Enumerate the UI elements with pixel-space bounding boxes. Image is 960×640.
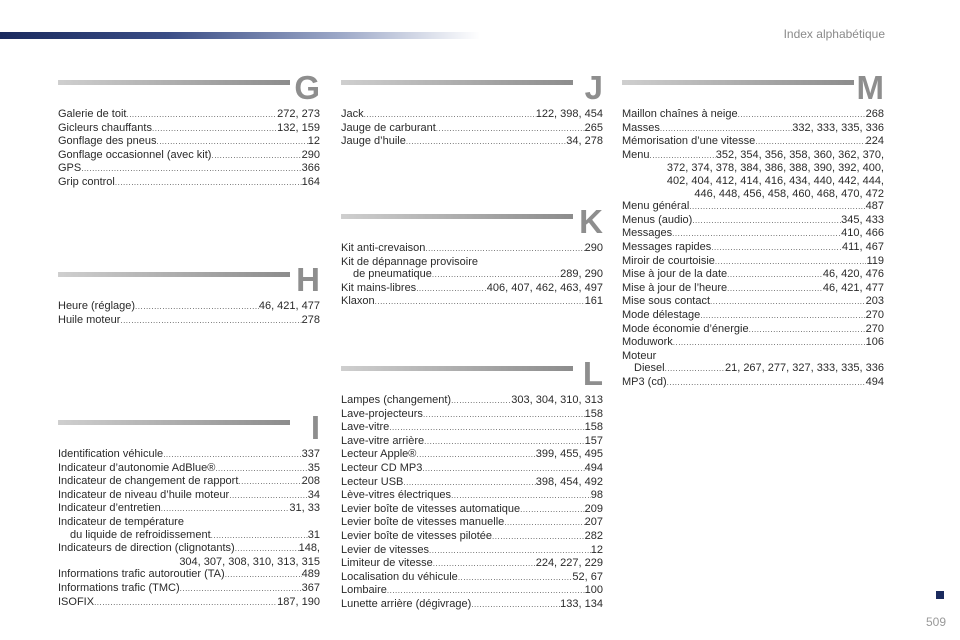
- entry-pages: 46, 420, 476: [822, 268, 884, 281]
- index-entry: [341, 544, 603, 558]
- dot-leader: [710, 296, 866, 309]
- entry-list: [341, 242, 603, 309]
- entry-term: Huile moteur: [58, 313, 121, 326]
- entry-pages: 489: [301, 568, 320, 581]
- entry-term: Messages: [622, 227, 673, 240]
- entry-term: Menu: [622, 148, 650, 161]
- entry-term: Gonflage occasionnel (avec kit): [58, 148, 212, 161]
- entry-term: MP3 (cd): [622, 375, 667, 388]
- dot-leader: [458, 572, 573, 585]
- entry-pages: 187, 190: [277, 595, 320, 608]
- entry-pages-continued: 372, 374, 378, 384, 386, 388, 390, 392, 400,: [666, 162, 884, 175]
- dot-leader: [180, 583, 302, 596]
- corner-marker: [936, 591, 944, 599]
- entry-term: Mode économie d’énergie: [622, 322, 749, 335]
- entry-term: Localisation du véhicule: [341, 570, 458, 583]
- index-entry: [341, 476, 603, 490]
- entry-term: Levier boîte de vitesses manuelle: [341, 516, 505, 529]
- entry-pages: 366: [301, 162, 320, 175]
- entry-term: Lecteur USB: [341, 475, 404, 488]
- entry-pages: 494: [584, 461, 603, 474]
- entry-pages: 158: [584, 421, 603, 434]
- entry-term: Moduwork: [622, 336, 673, 349]
- page-number: 509: [925, 615, 946, 629]
- entry-pages: 148,: [298, 542, 320, 555]
- dot-leader: [126, 109, 277, 122]
- entry-term: Lave-vitre arrière: [341, 434, 425, 447]
- entry-pages: 303, 304, 310, 313: [511, 394, 603, 406]
- entry-term: Mémorisation d’une vitesse: [622, 135, 756, 148]
- index-entry: [58, 502, 320, 516]
- index-entry: [341, 571, 603, 585]
- entry-term: Informations trafic autoroutier (TA): [58, 568, 225, 581]
- entry-pages: 98: [590, 489, 603, 502]
- entry-list: [341, 394, 603, 612]
- section-header: [341, 356, 603, 392]
- index-entry: [341, 503, 603, 517]
- index-entry: [622, 135, 884, 149]
- index-entry: [341, 282, 603, 296]
- section-header: [58, 410, 320, 446]
- entry-pages: 278: [301, 313, 320, 326]
- section-letter: H: [296, 261, 320, 298]
- entry-pages: 122, 398, 454: [535, 108, 603, 120]
- entry-term: Diesel: [634, 362, 665, 375]
- entry-pages: 209: [584, 502, 603, 515]
- entry-term: Identification véhicule: [58, 448, 164, 460]
- index-entry: [622, 241, 884, 255]
- entry-term: du liquide de refroidissement: [70, 528, 211, 541]
- dot-leader: [665, 363, 725, 376]
- entry-pages: 290: [301, 148, 320, 161]
- index-entry: [341, 557, 603, 571]
- entry-pages: 410, 466: [841, 227, 884, 240]
- index-entry: [341, 584, 603, 598]
- entry-heading: Indicateur de température: [58, 515, 184, 528]
- dot-leader: [424, 436, 585, 449]
- entry-term: Indicateurs de direction (clignotants): [58, 542, 235, 555]
- index-entry: [58, 149, 320, 163]
- entry-term: Gicleurs chauffants: [58, 121, 152, 134]
- index-entry: [622, 108, 884, 122]
- index-entry: [341, 394, 603, 408]
- header-gradient-bar: [0, 32, 480, 39]
- dot-leader: [225, 569, 302, 582]
- entry-term: de pneumatique: [353, 268, 432, 281]
- index-entry: [622, 336, 884, 350]
- entry-pages: 12: [307, 135, 320, 148]
- entry-term: Lave-projecteurs: [341, 407, 423, 420]
- entry-pages: 272, 273: [277, 108, 320, 120]
- dot-leader: [451, 395, 511, 408]
- entry-term: Mode délestage: [622, 308, 701, 321]
- entry-pages: 337: [301, 448, 320, 460]
- entry-list: [58, 300, 320, 327]
- section-rule: [341, 366, 573, 371]
- entry-term: Masses: [622, 121, 660, 134]
- entry-term: Levier boîte de vitesses automatique: [341, 502, 521, 515]
- index-entry: [622, 295, 884, 309]
- entry-pages: 367: [301, 581, 320, 594]
- index-entry: [341, 448, 603, 462]
- entry-list: [341, 108, 603, 149]
- index-entry: [58, 582, 320, 596]
- dot-leader: [120, 315, 301, 328]
- dot-leader: [375, 296, 585, 309]
- entry-pages: 31, 33: [289, 502, 320, 515]
- dot-leader: [81, 163, 301, 176]
- entry-pages-continued: 304, 307, 308, 310, 313, 315: [179, 555, 320, 568]
- index-entry: [622, 282, 884, 296]
- index-entry: [341, 462, 603, 476]
- dot-leader: [156, 136, 307, 149]
- index-entry: [341, 268, 603, 282]
- dot-leader: [389, 422, 584, 435]
- entry-list: [58, 448, 320, 609]
- entry-term: Levier boîte de vitesses pilotée: [341, 529, 493, 542]
- entry-pages: 203: [865, 295, 884, 308]
- dot-leader: [492, 531, 585, 544]
- dot-leader: [163, 449, 301, 462]
- entry-term: Lombaire: [341, 584, 387, 597]
- entry-pages: 157: [584, 434, 603, 447]
- entry-term: GPS: [58, 162, 82, 175]
- index-entry: [58, 135, 320, 149]
- entry-pages: 34: [307, 488, 320, 501]
- entry-term: Galerie de toit: [58, 108, 127, 120]
- entry-term: Kit mains-libres: [341, 281, 417, 294]
- index-entry: [622, 376, 884, 390]
- entry-term: Miroir de courtoisie: [622, 254, 715, 267]
- entry-pages: 345, 433: [841, 213, 884, 226]
- entry-term: Lampes (changement): [341, 394, 452, 406]
- index-entry: [58, 300, 320, 314]
- entry-pages: 100: [584, 584, 603, 597]
- section-rule: [58, 420, 290, 425]
- entry-pages: 265: [584, 121, 603, 134]
- entry-term: Indicateur de changement de rapport: [58, 475, 239, 488]
- index-entry: [622, 149, 884, 163]
- index-entry: [58, 475, 320, 489]
- index-section-k: [341, 204, 603, 309]
- dot-leader: [429, 545, 591, 558]
- index-section-l: [341, 356, 603, 612]
- dot-leader: [672, 228, 841, 241]
- entry-term: Maillon chaînes à neige: [622, 108, 738, 120]
- dot-leader: [504, 517, 584, 530]
- index-section-j: [341, 70, 603, 149]
- index-entry: [58, 314, 320, 328]
- dot-leader: [211, 150, 301, 163]
- entry-pages: 399, 455, 495: [535, 448, 603, 461]
- dot-leader: [416, 283, 487, 296]
- entry-pages: 208: [301, 475, 320, 488]
- section-rule: [58, 80, 290, 85]
- index-section-i: [58, 410, 320, 609]
- section-letter: M: [856, 69, 884, 106]
- entry-pages: 132, 159: [277, 121, 320, 134]
- entry-pages-continued: 446, 448, 456, 458, 460, 468, 470, 472: [694, 187, 884, 200]
- index-section-g: [58, 70, 320, 190]
- index-entry: [58, 596, 320, 610]
- entry-pages: 352, 354, 356, 358, 360, 362, 370,: [715, 148, 884, 161]
- dot-leader: [667, 377, 866, 390]
- dot-leader: [727, 269, 823, 282]
- dot-leader: [451, 490, 591, 503]
- dot-leader: [660, 123, 792, 136]
- dot-leader: [673, 337, 866, 350]
- entry-pages: 494: [865, 375, 884, 388]
- dot-leader: [715, 256, 867, 269]
- entry-heading: Moteur: [622, 349, 657, 362]
- entry-pages: 224, 227, 229: [535, 557, 603, 570]
- entry-pages: 411, 467: [841, 240, 884, 253]
- entry-term: Menu général: [622, 200, 690, 213]
- index-entry: [58, 529, 320, 543]
- page-header-title: Index alphabétique: [783, 27, 885, 41]
- entry-pages: 290: [584, 242, 603, 254]
- entry-term: Indicateur de niveau d’huile moteur: [58, 488, 230, 501]
- entry-term: Lecteur Apple®: [341, 448, 417, 461]
- section-rule: [341, 214, 573, 219]
- dot-leader: [471, 599, 560, 612]
- section-header: [341, 70, 603, 106]
- entry-term: Informations trafic (TMC): [58, 581, 180, 594]
- dot-leader: [436, 123, 585, 136]
- entry-term: Indicateur d’autonomie AdBlue®: [58, 461, 216, 474]
- dot-leader: [711, 242, 842, 255]
- dot-leader: [238, 476, 301, 489]
- entry-heading: Kit de dépannage provisoire: [341, 255, 478, 268]
- dot-leader: [235, 543, 299, 556]
- dot-leader: [364, 109, 536, 122]
- index-entry: [58, 448, 320, 462]
- entry-pages-continued: 402, 404, 412, 414, 416, 434, 440, 442, 444,: [666, 174, 884, 187]
- index-entry: [341, 421, 603, 435]
- index-entry: [341, 242, 603, 256]
- dot-leader: [135, 301, 259, 314]
- entry-pages: 133, 134: [560, 597, 603, 610]
- dot-leader: [689, 201, 865, 214]
- entry-pages: 270: [865, 308, 884, 321]
- entry-list: [58, 108, 320, 190]
- entry-pages: 12: [590, 543, 603, 556]
- entry-term: Levier de vitesses: [341, 543, 430, 556]
- entry-pages: 21, 267, 277, 327, 333, 335, 336: [724, 362, 884, 375]
- entry-pages: 224: [865, 135, 884, 148]
- entry-pages: 398, 454, 492: [535, 475, 603, 488]
- entry-pages: 46, 421, 477: [822, 281, 884, 294]
- entry-term: Jauge de carburant: [341, 121, 436, 134]
- section-letter: K: [579, 203, 603, 240]
- index-entry: [58, 489, 320, 503]
- dot-leader: [433, 558, 536, 571]
- section-rule: [622, 80, 854, 85]
- entry-pages: 332, 333, 335, 336: [792, 121, 884, 134]
- index-entry: [58, 542, 320, 556]
- index-entry: [341, 122, 603, 136]
- entry-term: Lecteur CD MP3: [341, 461, 423, 474]
- index-entry: [58, 568, 320, 582]
- dot-leader: [727, 283, 823, 296]
- dot-leader: [422, 463, 584, 476]
- entry-term: Klaxon: [341, 295, 375, 308]
- dot-leader: [755, 136, 865, 149]
- dot-leader: [152, 123, 277, 136]
- entry-term: Mise sous contact: [622, 295, 711, 308]
- section-letter: L: [582, 355, 603, 392]
- index-entry: [341, 598, 603, 612]
- entry-term: Menus (audio): [622, 213, 693, 226]
- entry-list: [622, 108, 884, 389]
- index-entry: [341, 135, 603, 149]
- entry-pages: 268: [865, 108, 884, 120]
- index-entry: [622, 200, 884, 214]
- index-entry: [58, 462, 320, 476]
- entry-pages: 161: [584, 295, 603, 308]
- entry-term: Jauge d’huile: [341, 135, 406, 148]
- section-header: [622, 70, 884, 106]
- entry-pages: 289, 290: [560, 268, 603, 281]
- dot-leader: [211, 530, 308, 543]
- entry-pages: 158: [584, 407, 603, 420]
- dot-leader: [161, 503, 290, 516]
- index-entry: [341, 108, 603, 122]
- section-header: [341, 204, 603, 240]
- index-entry: [622, 122, 884, 136]
- dot-leader: [650, 150, 716, 163]
- dot-leader: [520, 504, 584, 517]
- entry-pages: 207: [584, 516, 603, 529]
- index-entry: [622, 214, 884, 228]
- dot-leader: [423, 409, 585, 422]
- entry-pages: 164: [301, 175, 320, 188]
- entry-term: Limiteur de vitesse: [341, 557, 433, 570]
- dot-leader: [215, 463, 307, 476]
- index-entry: [622, 309, 884, 323]
- dot-leader: [387, 585, 585, 598]
- index-entry: [341, 408, 603, 422]
- entry-term: Messages rapides: [622, 240, 712, 253]
- entry-pages: 487: [865, 200, 884, 213]
- entry-term: Heure (réglage): [58, 300, 136, 312]
- dot-leader: [94, 597, 277, 610]
- index-entry: [58, 122, 320, 136]
- entry-term: Mise à jour de la date: [622, 268, 728, 281]
- entry-pages: 35: [307, 461, 320, 474]
- dot-leader: [432, 269, 560, 282]
- index-entry: [341, 489, 603, 503]
- section-letter: J: [584, 69, 603, 106]
- section-header: [58, 70, 320, 106]
- entry-term: Mise à jour de l’heure: [622, 281, 728, 294]
- index-entry: [58, 108, 320, 122]
- section-rule: [341, 80, 573, 85]
- entry-term: Gonflage des pneus: [58, 135, 157, 148]
- dot-leader: [749, 324, 866, 337]
- entry-pages: 52, 67: [572, 570, 603, 583]
- dot-leader: [425, 243, 584, 256]
- dot-leader: [416, 449, 535, 462]
- entry-pages: 106: [865, 336, 884, 349]
- dot-leader: [403, 477, 535, 490]
- entry-pages: 282: [584, 529, 603, 542]
- section-letter: I: [310, 409, 320, 446]
- entry-term: Lave-vitre: [341, 421, 390, 434]
- index-entry: [622, 255, 884, 269]
- entry-term: ISOFIX: [58, 595, 95, 608]
- entry-pages: 46, 421, 477: [258, 300, 320, 312]
- dot-leader: [700, 310, 865, 323]
- index-entry: [341, 516, 603, 530]
- entry-pages: 119: [866, 254, 884, 267]
- dot-leader: [115, 177, 302, 190]
- index-entry: [622, 362, 884, 376]
- entry-pages: 31: [307, 528, 320, 541]
- entry-term: Kit anti-crevaison: [341, 242, 426, 254]
- index-section-m: [622, 70, 884, 389]
- index-section-h: [58, 262, 320, 327]
- entry-pages: 34, 278: [566, 135, 603, 148]
- entry-term: Grip control: [58, 175, 115, 188]
- dot-leader: [229, 490, 308, 503]
- entry-pages: 406, 407, 462, 463, 497: [486, 281, 603, 294]
- section-letter: G: [294, 69, 320, 106]
- index-entry: [622, 268, 884, 282]
- dot-leader: [406, 136, 566, 149]
- index-entry: [341, 295, 603, 309]
- section-rule: [58, 272, 290, 277]
- index-entry: [622, 227, 884, 241]
- entry-term: Jack: [341, 108, 364, 120]
- index-entry: [341, 530, 603, 544]
- dot-leader: [692, 215, 841, 228]
- entry-term: Indicateur d’entretien: [58, 502, 161, 515]
- entry-term: Lunette arrière (dégivrage): [341, 597, 472, 610]
- entry-pages: 270: [865, 322, 884, 335]
- entry-term: Lève-vitres électriques: [341, 489, 452, 502]
- dot-leader: [738, 109, 866, 122]
- index-entry: [622, 323, 884, 337]
- index-entry: [58, 176, 320, 190]
- index-entry: [341, 435, 603, 449]
- index-entry: [58, 162, 320, 176]
- section-header: [58, 262, 320, 298]
